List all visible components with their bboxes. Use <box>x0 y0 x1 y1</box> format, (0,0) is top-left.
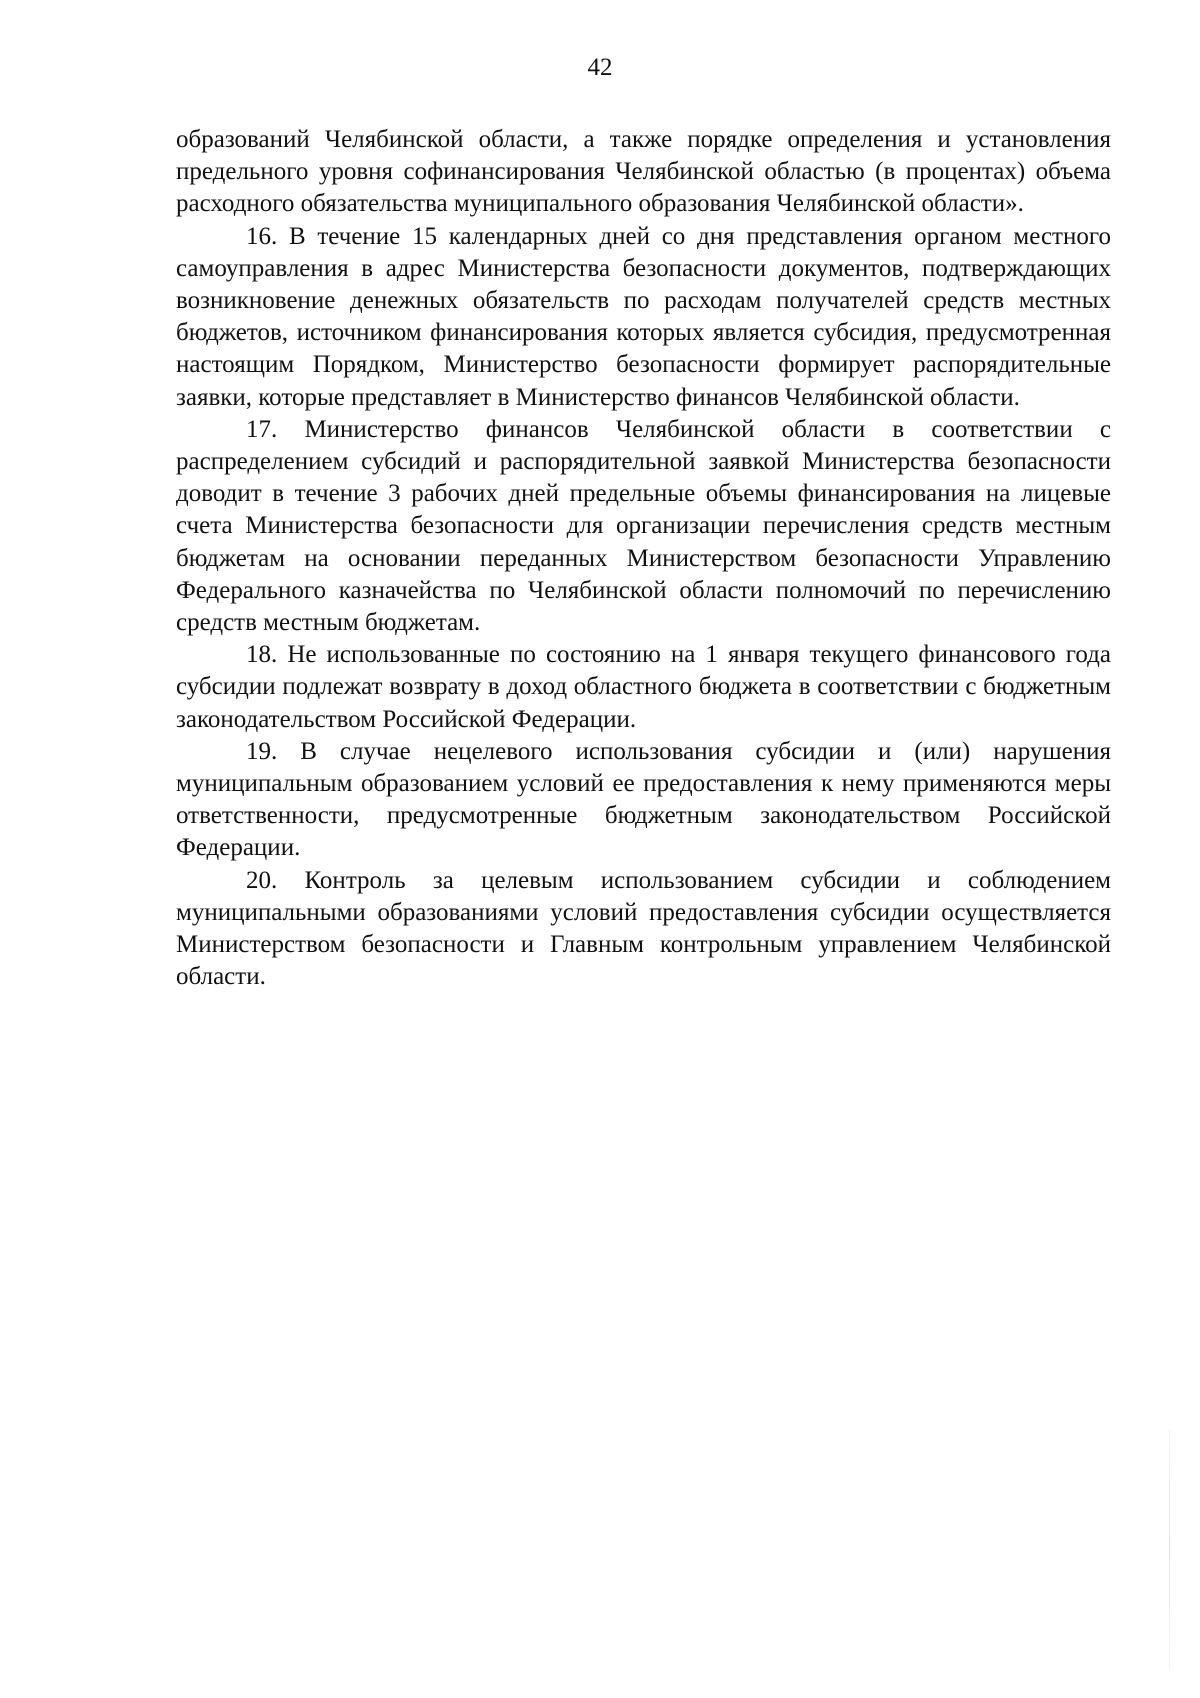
document-body <box>176 124 1111 993</box>
page-number: 42 <box>587 54 613 81</box>
paragraph-20: 20. Контроль за целевым использованием субсидии и соблюдением муниципальными образованиями условий предоставления субсидии осуществляется Министерством безопасности и Главным контрольным управлением Челябинской области. <box>176 866 1111 991</box>
paragraph-19: 19. В случае нецелевого использования субсидии и (или) нарушения муниципальным образованием условий ее предоставления к нему применяются меры ответственности, предусмотренные бюджетным законодательством Российской Федерации. <box>176 737 1111 862</box>
paragraph-18: 18. Не использованные по состоянию на 1 января текущего финансового года субсидии подлежат возврату в доход областного бюджета в соответствии с бюджетным законодательством Российской Федерации. <box>176 641 1111 733</box>
scan-artifact-line <box>1169 1430 1170 1670</box>
paragraph-16: 16. В течение 15 календарных дней со дня представления органом местного самоуправления в адрес Министерства безопасности документов, подтверждающих возникновение денежных обязательств по расходам получателей средств местных бюджетов, источником финансирования которых является субсидия, предусмотренная настоящим Порядком, Министерство безопасности формирует распорядительные заявки, которые представляет в Министерство финансов Челябинской области. <box>176 222 1111 411</box>
paragraph-17: 17. Министерство финансов Челябинской области в соответствии с распределением субсидий и распорядительной заявкой Министерства безопасности доводит в течение 3 рабочих дней предельные объемы финансирования на лицевые счета Министерства безопасности для организации перечисления средств местным бюджетам на основании переданных Министерством безопасности Управлению Федерального казначейства по Челябинской области полномочий по перечислению средств местным бюджетам. <box>176 415 1111 637</box>
paragraph-continuation: образований Челябинской области, а также порядке определения и установления предельного уровня софинансирования Челябинской областью (в процентах) объема расходного обязательства муниципального образования Челябинской области». <box>176 126 1111 218</box>
